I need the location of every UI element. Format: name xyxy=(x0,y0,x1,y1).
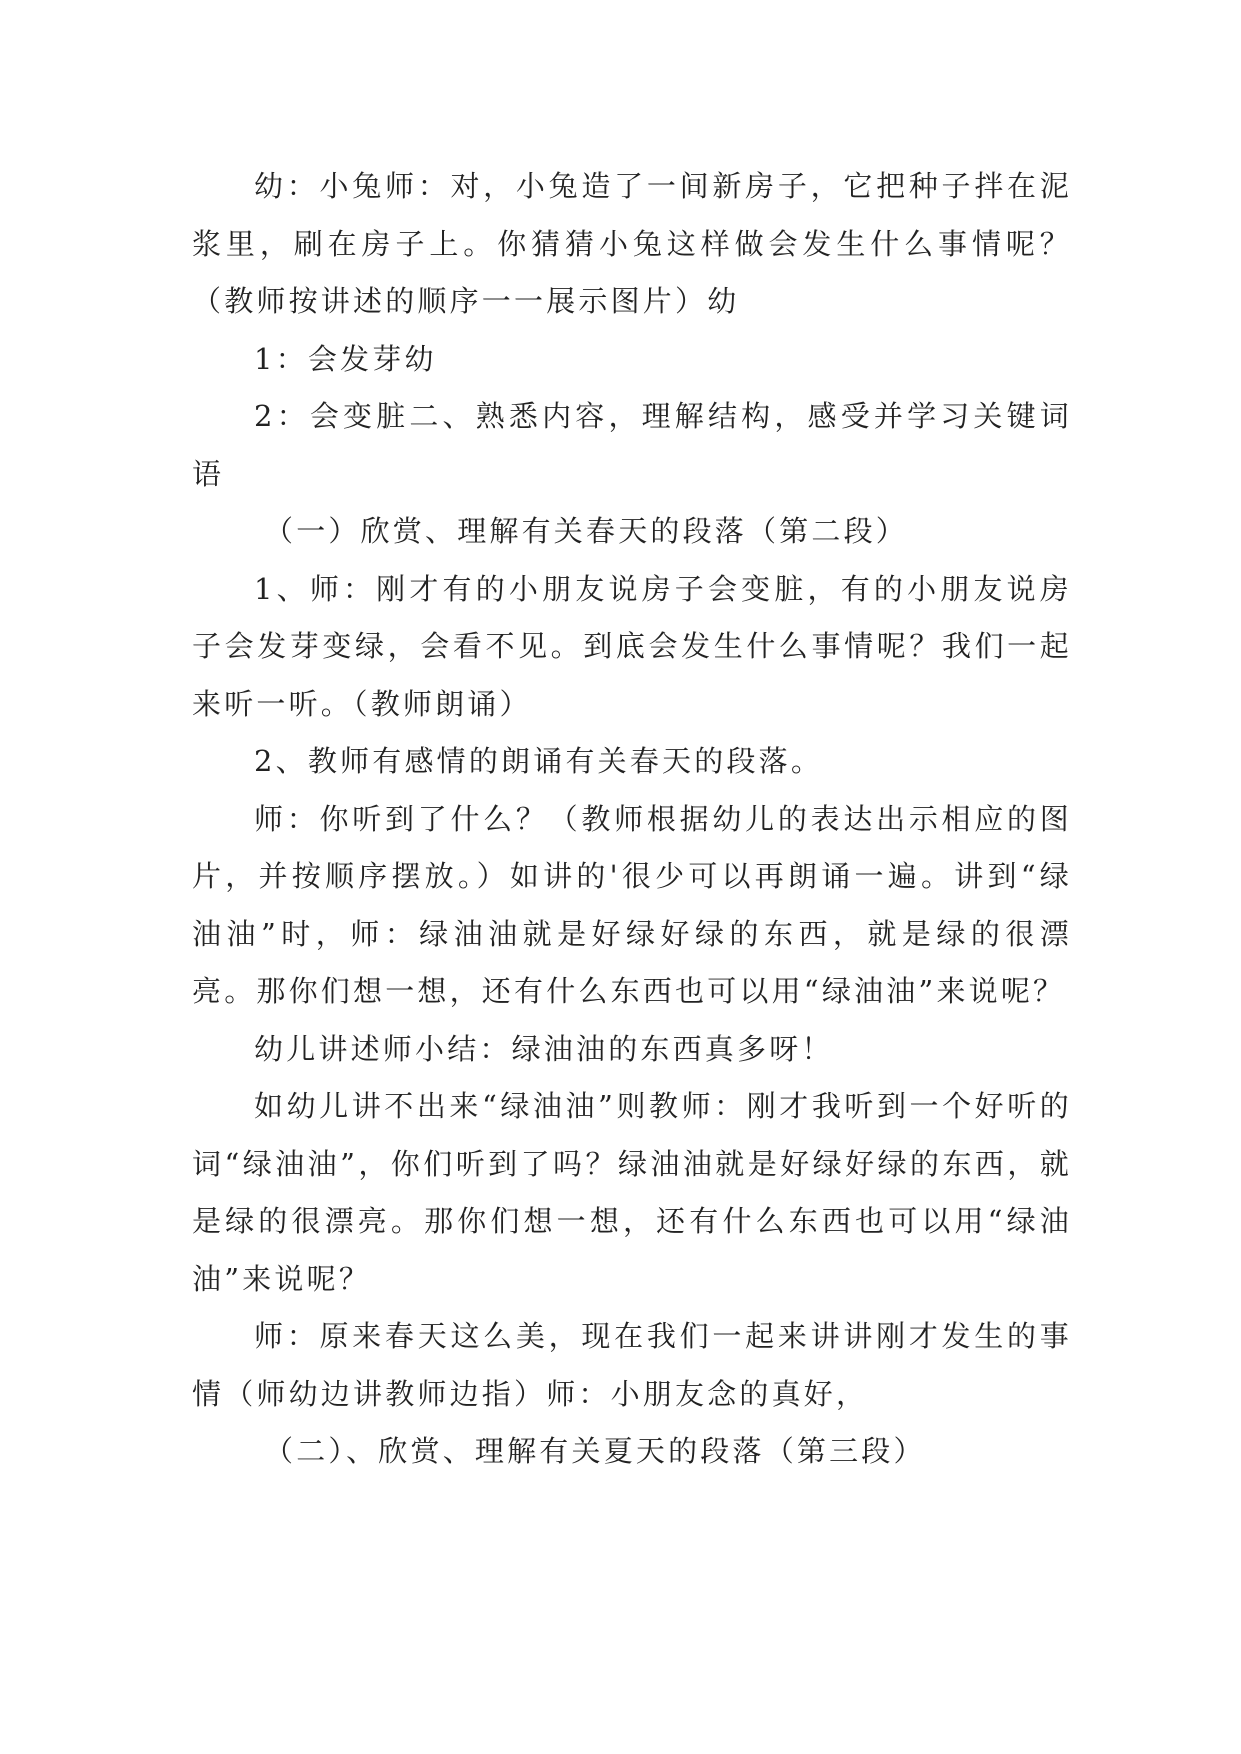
paragraph-teacher-question: 师：你听到了什么？（教师根据幼儿的表达出示相应的图片，并按顺序摆放。）如讲的'很少可以再朗诵一遍。讲到“绿油油”时，师：绿油油就是好绿好绿的东西，就是绿的很漂亮。那你们想一想，还有什么东西也可以用“绿油油”来说呢？ xyxy=(192,801,1072,1008)
paragraph-retell: 师：原来春天这么美，现在我们一起来讲讲刚才发生的事情（师幼边讲教师边指）师：小朋友念的真好， xyxy=(192,1319,1072,1411)
document-body xyxy=(192,158,1072,1481)
paragraph-answer-sprout: 1：会发芽幼 xyxy=(254,341,437,376)
paragraph-answer-dirty: 2：会变脏二、熟悉内容，理解结构，感受并学习关键词语 xyxy=(192,399,1072,491)
paragraph-rabbit-house: 幼：小兔师：对，小兔造了一间新房子，它把种子拌在泥浆里，刷在房子上。你猜猜小兔这样做会发生什么事情呢？（教师按讲述的顺序一一展示图片）幼 xyxy=(192,169,1072,318)
paragraph-alternative: 如幼儿讲不出来“绿油油”则教师：刚才我听到一个好听的词“绿油油”，你们听到了吗？绿油油就是好绿好绿的东西，就是绿的很漂亮。那你们想一想，还有什么东西也可以用“绿油油”来说呢？ xyxy=(192,1089,1072,1296)
paragraph-step-1: 1、师：刚才有的小朋友说房子会变脏，有的小朋友说房子会发芽变绿，会看不见。到底会发生什么事情呢？我们一起来听一听。（教师朗诵） xyxy=(192,571,1072,721)
section-heading-spring: （一）欣赏、理解有关春天的段落（第二段） xyxy=(264,514,909,548)
section-heading-summer: （二）、欣赏、理解有关夏天的段落（第三段） xyxy=(264,1434,926,1468)
paragraph-step-2: 2、教师有感情的朗诵有关春天的段落。 xyxy=(254,744,824,778)
paragraph-summary: 幼儿讲述师小结：绿油油的东西真多呀！ xyxy=(254,1031,834,1066)
